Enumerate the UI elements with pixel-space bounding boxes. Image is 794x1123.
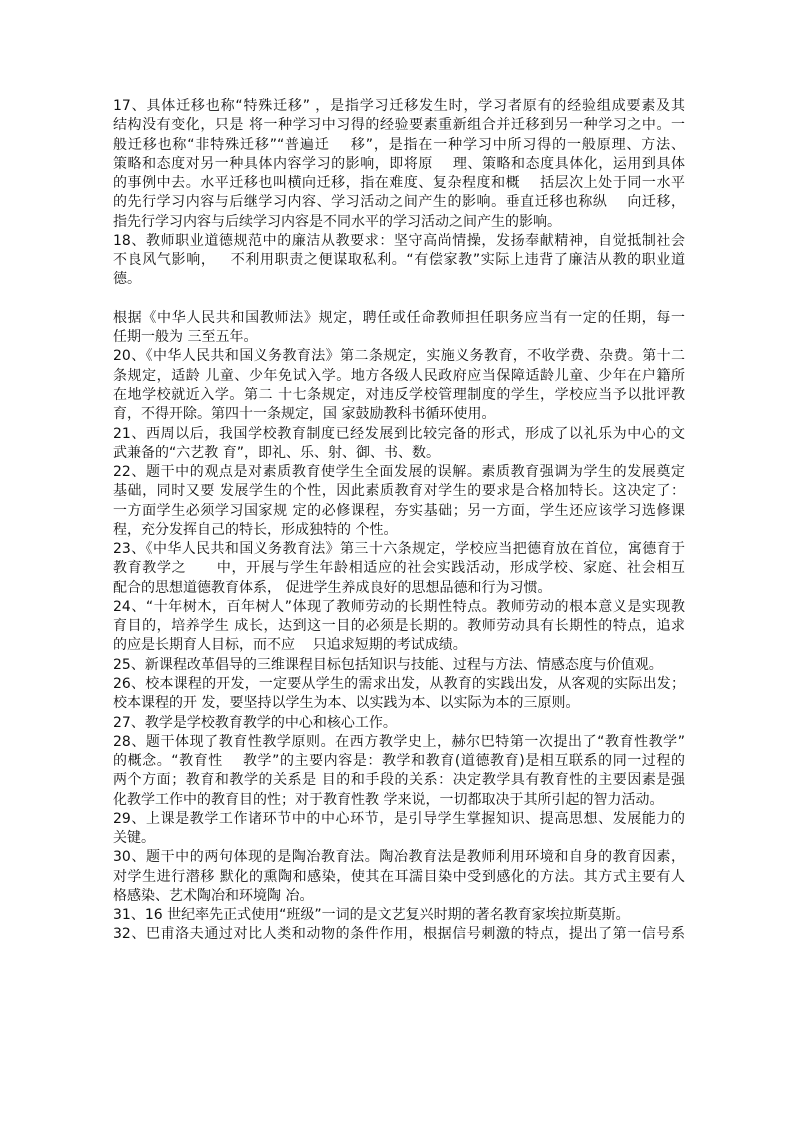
text-line: 在地学校就近入学。第二 十七条规定，对违反学校管理制度的学生，学校应当予以批评教 — [113, 386, 685, 403]
paragraph — [113, 714, 685, 733]
text-line: 策略和态度对另一种具体内容学习的影响，即将原 理、策略和态度具体化，运用到具体 — [113, 155, 685, 172]
paragraph — [113, 232, 685, 290]
text-line: 指先行学习内容与后续学习内容是不同水平的学习活动之间产生的影响。 — [113, 213, 561, 230]
text-line: 格感染、艺术陶冶和环境陶 冶。 — [113, 887, 314, 904]
text-line: 22、题干中的观点是对素质教育使学生全面发展的误解。素质教育强调为学生的发展奠定 — [113, 464, 685, 481]
text-line: 25、新课程改革倡导的三维课程目标包括知识与技能、过程与方法、情感态度与价值观。 — [113, 656, 663, 673]
paragraph — [113, 347, 685, 424]
text-line: 26、校本课程的开发，一定要从学生的需求出发，从教育的实践出发，从客观的实际出发； — [113, 675, 685, 692]
text-line: 武兼备的“六艺教 育”，即礼、乐、射、御、书、数。 — [113, 444, 440, 461]
text-line: 的先行学习内容与后继学习内容、学习活动之间产生的影响。垂直迁移也称纵 向迁移， — [113, 194, 685, 211]
paragraph — [113, 598, 685, 656]
paragraph — [113, 848, 685, 906]
text-line: 配合的思想道德教育体系， 促进学生养成良好的思想品德和行为习惯。 — [113, 579, 552, 596]
text-line: 29、上课是教学工作诸环节中的中心环节，是引导学生掌握知识、提高思想、发展能力的 — [113, 810, 685, 827]
text-line: 的应是长期育人目标，而不应 只追求短期的考试成绩。 — [113, 637, 467, 654]
text-line: 化教学工作中的教育目的性；对于教育性教 学来说，一切都取决于其所引起的智力活动。 — [113, 791, 664, 808]
text-line: 对学生进行潜移 默化的熏陶和感染，使其在耳濡目染中受到感化的方法。其方式主要有人 — [113, 868, 685, 885]
text-line: 27、教学是学校教育教学的中心和核心工作。 — [113, 714, 397, 731]
text-line: 24、“十年树木，百年树人”体现了教师劳动的长期性特点。教师劳动的根本意义是实现教 — [113, 598, 685, 615]
paragraph — [113, 675, 685, 714]
text-line: 结构没有变化，只是 将一种学习中习得的经验要素重新组合并迁移到另一种学习之中。一 — [113, 117, 685, 134]
text-line: 关键。 — [113, 830, 155, 847]
paragraph — [113, 97, 685, 232]
paragraph — [113, 463, 685, 540]
text-line: 21、西周以后，我国学校教育制度已经发展到比较完备的形式，形成了以礼乐为中心的文 — [113, 425, 685, 442]
paragraph — [113, 540, 685, 598]
text-line: 28、题干体现了教育性教学原则。在西方教学史上，赫尔巴特第一次提出了“教育性教学” — [113, 733, 685, 750]
paragraph — [113, 733, 685, 810]
text-line: 31、16 世纪率先正式使用“班级”一词的是文艺复兴时期的著名教育家埃拉斯莫斯。 — [113, 907, 630, 924]
text-line: 德。 — [113, 271, 141, 288]
text-line: 教育教学之 中，开展与学生年龄相适应的社会实践活动，形成学校、家庭、社会相互 — [113, 560, 685, 577]
text-line: 育，不得开除。第四十一条规定，国 家鼓励教科书循环使用。 — [113, 406, 496, 423]
text-line: 18、教师职业道德规范中的廉洁从教要求：坚守高尚情操，发扬奉献精神，自觉抵制社会 — [113, 232, 685, 249]
text-line: 30、题干中的两句体现的是陶冶教育法。陶冶教育法是教师利用环境和自身的教育因素， — [113, 849, 685, 866]
text-line: 20、《中华人民共和国义务教育法》第二条规定，实施义务教育，不收学费、杂费。第十二 — [113, 348, 685, 365]
text-line: 32、巴甫洛夫通过对比人类和动物的条件作用，根据信号刺激的特点，提出了第一信号系 — [113, 926, 685, 943]
paragraph — [113, 425, 685, 464]
text-line: 根据《中华人民共和国教师法》规定，聘任或任命教师担任职务应当有一定的任期，每一 — [113, 309, 685, 326]
paragraph — [113, 925, 685, 944]
paragraph — [113, 656, 685, 675]
paragraph — [113, 309, 685, 348]
text-line: 任期一般为 三至五年。 — [113, 329, 258, 346]
blank-line — [113, 290, 685, 309]
paragraph — [113, 906, 685, 925]
text-line: 一方面学生必须学习国家规 定的必修课程，夯实基础；另一方面，学生还应该学习选修课 — [113, 502, 685, 519]
text-line: 程，充分发挥自己的特长，形成独特的 个性。 — [113, 521, 398, 538]
text-line: 的概念。“教育性 教学”的主要内容是：教学和教育(道德教育)是相互联系的同一过程的 — [113, 753, 685, 770]
text-line: 基础，同时又要 发展学生的个性，因此素质教育对学生的要求是合格加特长。这决定了： — [113, 483, 685, 500]
text-line: 条规定，适龄 儿童、少年免试入学。地方各级人民政府应当保障适龄儿童、少年在户籍所 — [113, 367, 685, 384]
text-line: 不良风气影响， 不利用职责之便谋取私利。“有偿家教”实际上违背了廉洁从教的职业道 — [113, 252, 685, 269]
text-line: 育目的，培养学生 成长，达到这一目的必须是长期的。教师劳动具有长期性的特点，追求 — [113, 618, 685, 635]
text-line: 般迁移也称“非特殊迁移”“普遍迁 移”，是指在一种学习中所习得的一般原理、方法、 — [113, 136, 685, 153]
text-line: 校本课程的开 发，要坚持以学生为本、以实践为本、以实际为本的三原则。 — [113, 695, 580, 712]
text-line: 23、《中华人民共和国义务教育法》第三十六条规定，学校应当把德育放在首位，寓德育于 — [113, 541, 685, 558]
text-line: 的事例中去。水平迁移也叫横向迁移，指在难度、复杂程度和概 括层次上处于同一水平 — [113, 175, 685, 192]
paragraph — [113, 810, 685, 849]
text-line: 17、具体迁移也称“特殊迁移” ，是指学习迁移发生时，学习者原有的经验组成要素及其 — [113, 98, 685, 114]
document-body — [113, 97, 685, 945]
text-line: 两个方面；教育和教学的关系是 目的和手段的关系：决定教学具有教育性的主要因素是强 — [113, 772, 685, 789]
